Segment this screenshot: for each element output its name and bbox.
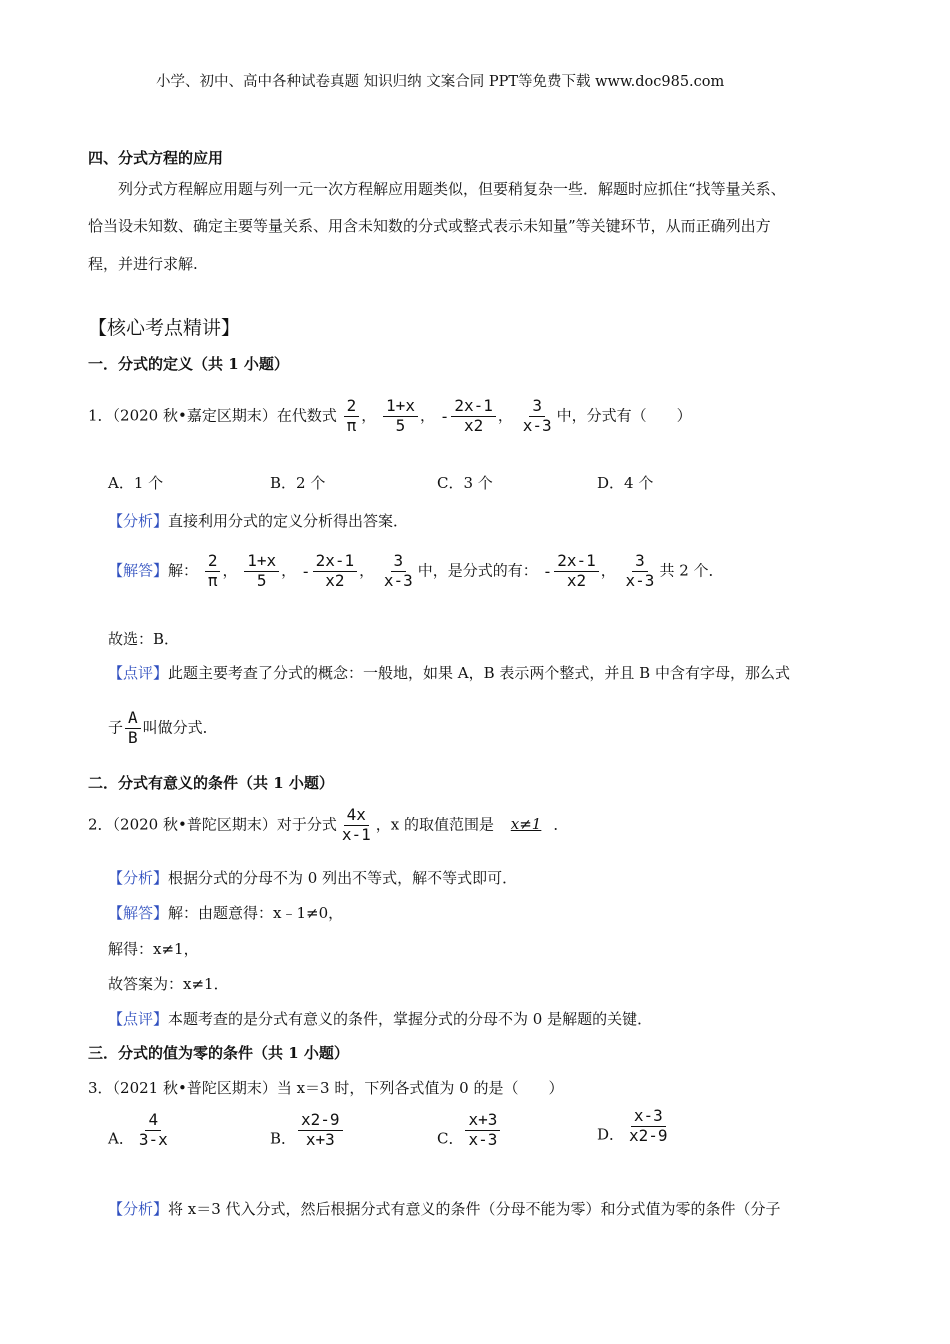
q3-fraction-a: $\frac{4}{3-x}$ [138,1110,168,1149]
q1-comment-line-2: 子 $\frac{A}{B}$ 叫做分式． [108,708,218,747]
ans-fraction-1-plus-x-over-5: $\frac{1+x}{5}$ [244,553,279,590]
fraction-2-over-pi: $\frac{2}{\pi}$ [344,398,360,435]
q3-option-b: B． $\frac{x2-9}{x+3}$ [270,1112,345,1149]
section-4-paragraph-line-1: 列分式方程解应用题与列一元一次方程解应用题类似，但要稍复杂一些．解题时应抓住“找等量关系、 [118,180,786,198]
q3-analysis: 【分析】将 x＝3 代入分式，然后根据分式有意义的条件（分母不能为零）和分式值为零的条件（分子 [108,1200,781,1218]
ans-fraction-3-over-x-minus-3: $\frac{3}{x-3}$ [383,551,413,590]
q3-fraction-c: $\frac{x+3}{x-3}$ [465,1112,500,1149]
q3-option-a: A． $\frac{4}{3-x}$ [108,1112,173,1149]
comment-tag: 【点评】 [108,664,169,682]
fraction-2x-minus-1-over-x-squared: $\frac{2x-1}{x2}$ [451,398,496,435]
section-1-title: 一．分式的定义（共 1 小题） [88,355,289,373]
q1-answer: 【解答】解： $\frac{2}{\pi}$ ， $\frac{1+x}{5}$ ， - $\frac{2x-1}{x2}$ ， $\frac{3}{x-3}$ 中，是分式的有： - $\frac{2x-1}{x2}$ ， $\frac{3}{x-3}$ 共 2 个． [108,551,724,590]
core-points-title: 【核心考点精讲】 [88,317,241,339]
q2-final: 故答案为：x≠1． [108,975,229,993]
section-2-title: 二．分式有意义的条件（共 1 小题） [88,774,334,792]
option-a: A．1 个 [108,474,164,492]
fraction-a-over-b: $\frac{A}{B}$ [125,710,141,747]
q3-option-d: D． $\frac{x-3}{x2-9}$ [597,1108,673,1145]
fraction-3-over-x-minus-3: $\frac{3}{x-3}$ [522,396,552,435]
fraction-4x-over-x-minus-1: $\frac{4x}{x-1}$ [341,805,371,844]
q3-fraction-d: $\frac{x-3}{x2-9}$ [629,1106,668,1145]
section-4-paragraph-line-2: 恰当设未知数、确定主要等量关系、用含未知数的分式或整式表示未知量”等关键环节，从而正确列出方 [88,217,771,235]
option-c: C．3 个 [437,474,493,492]
q1-choose: 故选：B． [108,630,180,648]
section-4-paragraph-line-3: 程，并进行求解. [88,255,198,273]
question-1: 1．（2020 秋•嘉定区期末）在代数式 $\frac{2}{\pi}$ ， $\frac{1+x}{5}$ ， - $\frac{2x-1}{x2}$ ， $\frac{3}{x-3}$ 中，分式有（ ） [88,396,692,435]
ans-result-fraction-2: $\frac{3}{x-3}$ [625,551,655,590]
answer-blank: x≠1 [510,815,542,834]
question-3: 3．（2021 秋•普陀区期末）当 x＝3 时，下列各式值为 0 的是（ ） [88,1079,564,1097]
option-b: B．2 个 [270,474,326,492]
analysis-tag: 【分析】 [108,512,169,530]
section-3-title: 三．分式的值为零的条件（共 1 小题） [88,1044,349,1062]
ans-fraction-2-over-pi: $\frac{2}{\pi}$ [205,553,221,590]
q2-solve: 解得：x≠1， [108,940,199,958]
page-header: 小学、初中、高中各种试卷真题 知识归纳 文案合同 PPT等免费下载 www.doc985.com [156,74,725,90]
question-2: 2．（2020 秋•普陀区期末）对于分式 $\frac{4x}{x-1}$ ，x 的取值范围是 x≠1 ． [88,805,569,844]
question-1-suffix: 中，分式有（ ） [556,406,692,425]
section-4-title: 四、分式方程的应用 [88,149,224,167]
q1-comment: 【点评】此题主要考查了分式的概念：一般地，如果 A，B 表示两个整式，并且 B 中含有字母，那么式 [108,664,790,682]
answer-tag: 【解答】 [108,561,169,580]
q2-answer: 【解答】解：由题意得：x﹣1≠0， [108,904,344,922]
q2-comment: 【点评】本题考查的是分式有意义的条件，掌握分式的分母不为 0 是解题的关键． [108,1010,653,1028]
ans-result-fraction-1: $\frac{2x-1}{x2}$ [554,553,599,590]
option-d: D．4 个 [597,474,654,492]
fraction-1-plus-x-over-5: $\frac{1+x}{5}$ [383,398,418,435]
q3-option-c: C． $\frac{x+3}{x-3}$ [437,1112,502,1149]
q2-analysis: 【分析】根据分式的分母不为 0 列出不等式，解不等式即可． [108,869,518,887]
q1-analysis: 【分析】直接利用分式的定义分析得出答案． [108,512,409,530]
q3-fraction-b: $\frac{x2-9}{x+3}$ [298,1112,343,1149]
question-1-prefix: 1．（2020 秋•嘉定区期末）在代数式 [88,406,337,425]
ans-fraction-2x-minus-1-over-x-squared: $\frac{2x-1}{x2}$ [313,553,358,590]
